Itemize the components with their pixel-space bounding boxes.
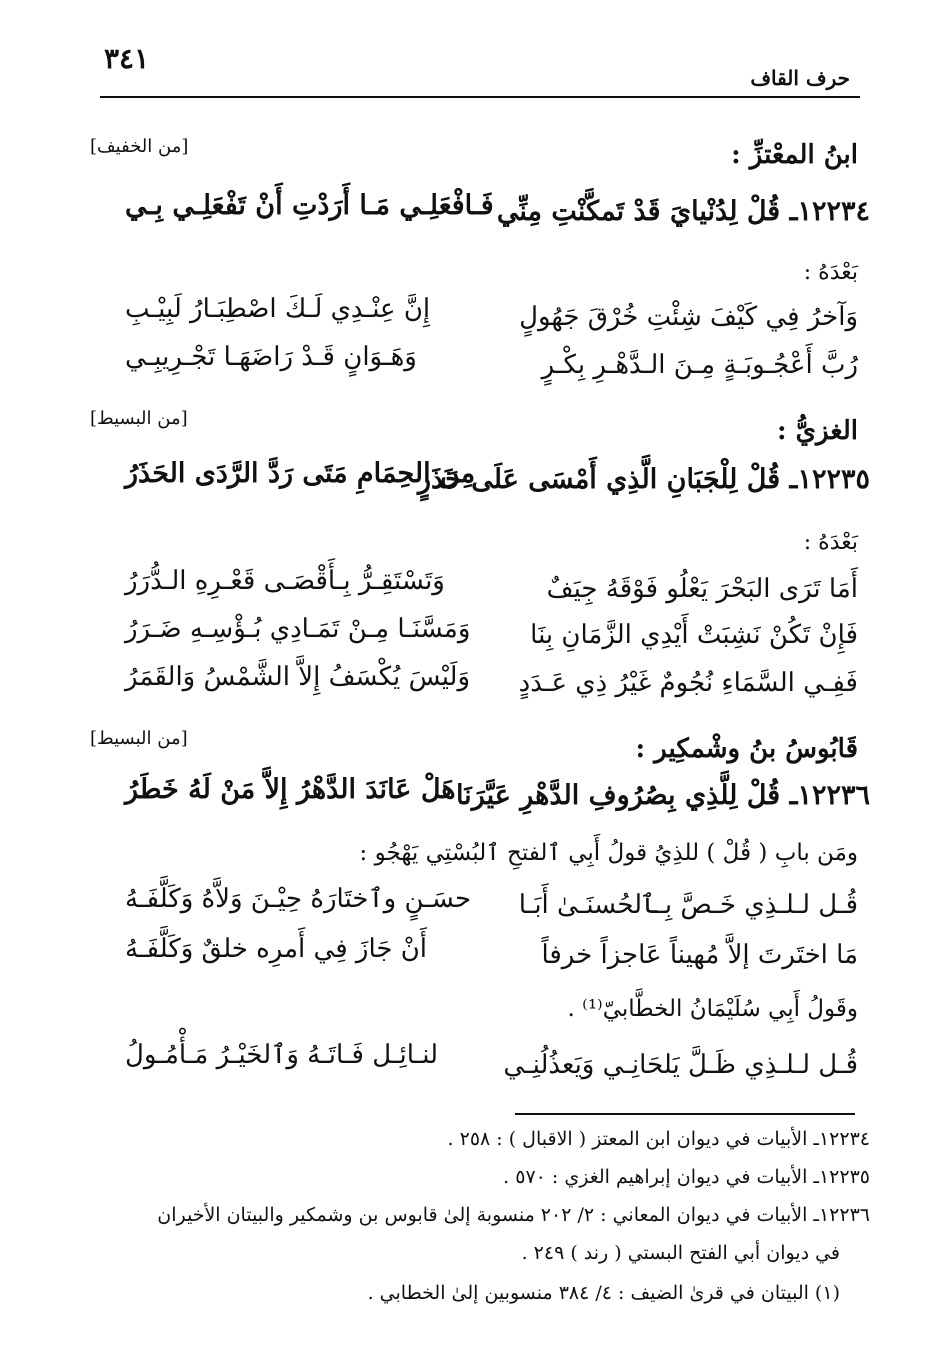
- verse-second-hemistich: وَتَسْتَقِـرُّ بِـأَقْصَـى قَعْـرِهِ الـدُّرَرُ: [125, 566, 445, 596]
- verse-second-hemistich: وَلَيْسَ يُكْسَفُ إِلاَّ الشَّمْسُ وَالقَمَرُ: [125, 662, 471, 692]
- verse-first-hemistich: قُـل لـلـذِي ظَـلَّ يَلحَانِـي وَيَعذُلُنِـي: [503, 1050, 858, 1080]
- verse-first-hemistich: قُـل لـلـذِي خَـصَّ بِـٱلحُسنَـىٰ أَبَـا: [518, 890, 858, 920]
- verse-second-hemistich: هَلْ عَانَدَ الدَّهْرُ إِلاَّ مَنْ لَهُ خَطَرُ: [125, 774, 456, 805]
- verse-first-hemistich: وَآخرُ فِي كَيْفَ شِئْتِ خُرْقَ جَهُولٍ: [519, 302, 858, 332]
- meter-label: [من البسيط]: [90, 728, 188, 749]
- header-rule: [100, 96, 860, 98]
- meter-label: [من الخفيف]: [90, 136, 189, 157]
- verse-second-hemistich: مِنَ الحِمَامِ مَتَى رَدَّ الرَّدَى الحَذَرُ: [125, 458, 476, 489]
- page-number: ٣٤١: [104, 42, 150, 75]
- prose-line: وقَولُ أَبِي سُلَيْمَانُ الخطَّابيّ⁽¹⁾ .: [567, 996, 858, 1022]
- after-label: بَعْدَهُ :: [803, 260, 858, 285]
- verse-first-hemistich: ١٢٢٣٤ـ قُلْ لِدُنْيايَ قَدْ تَمكَّنْتِ مِنِّي: [496, 196, 870, 227]
- after-label: بَعْدَهُ :: [803, 530, 858, 555]
- verse-first-hemistich: ١٢٢٣٥ـ قُلْ لِلْجَبَانِ الَّذِي أَمْسَى عَلَى حَذَرٍ: [417, 464, 870, 495]
- verse-first-hemistich: أَمَا تَرَى البَحْرَ يَعْلُو فَوْقَهُ جِيَفٌ: [546, 574, 858, 604]
- verse-first-hemistich: مَا اختَرتَ إلاَّ مُهيناً عَاجزاً خرفاً: [541, 940, 858, 970]
- section-author: قَابُوسُ بنُ وشْمكِير :: [635, 734, 858, 764]
- prose-line: ومَن بابِ ( قُلْ ) للذِيُ قولُ أَبِي ٱلفتحِ ٱلبُسْتِي يَهْجُو :: [359, 840, 858, 866]
- verse-second-hemistich: أَنْ جَازَ فِي أَمرِه خلقٌ وَكَلَّفَـهُ: [125, 934, 428, 964]
- footnote-continuation: في ديوان أبي الفتح البستي ( رند ) ٢٤٩ .: [521, 1242, 840, 1264]
- verse-second-hemistich: حسَـنٍ وٱختَارَهُ حِيْـنَ وَلاَّهُ وَكَلَّفَـهُ: [125, 884, 472, 914]
- verse-second-hemistich: وَهَـوَانٍ قَـدْ رَاضَهَـا تَجْـرِيبِـي: [125, 342, 417, 372]
- footnote: (١) البيتان في قرىٰ الضيف : ٤/ ٣٨٤ منسوبين إلىٰ الخطابي .: [367, 1282, 840, 1304]
- verse-second-hemistich: إِنَّ عِنْـدِي لَـكَ اصْطِبَـارُ لَبِيْـبِ: [125, 294, 431, 324]
- verse-second-hemistich: فَـافْعَلِـي مَـا أَرَدْتِ أَنْ تَفْعَلِـي بِـي: [125, 190, 494, 221]
- verse-second-hemistich: لنـائِـل فَـاتَـهُ وَٱلخَيْـرُ مَـأْمُـولُ: [125, 1040, 439, 1070]
- verse-first-hemistich: فَفِـي السَّمَاءِ نُجُومٌ غَيْرُ ذِي عَـدَدٍ: [518, 668, 858, 698]
- section-author: الغزيُّ :: [776, 416, 858, 446]
- meter-label: [من البسيط]: [90, 408, 188, 429]
- section-author: ابنُ المعْتزِّ :: [731, 140, 858, 170]
- footnote: ١٢٢٣٦ـ الأبيات في ديوان المعاني : ٢/ ٢٠٢ منسوبة إلىٰ قابوس بن وشمكير والبيتان الأخيران: [157, 1204, 870, 1226]
- verse-second-hemistich: وَمَسَّنَـا مِـنْ تَمَـادِي بُـؤْسِـهِ ضَـرَرُ: [125, 614, 471, 644]
- chapter-title: حرف القاف: [750, 66, 850, 90]
- verse-first-hemistich: فَإِنْ تَكُنْ نَشِبَتْ أَيْدِي الزَّمَانِ بِنَا: [530, 620, 858, 650]
- footnote: ١٢٢٣٥ـ الأبيات في ديوان إبراهيم الغزي : ٥٧٠ .: [503, 1166, 870, 1188]
- verse-first-hemistich: ١٢٢٣٦ـ قُلْ لِلَّذِي بِصُرُوفِ الدَّهْرِ عَيَّرَنَا: [455, 780, 870, 811]
- verse-first-hemistich: رُبَّ أَعْجُـوبَـةٍ مِـنَ الـدَّهْـرِ بِكْـرٍ: [541, 350, 858, 380]
- footnote-rule: [515, 1113, 855, 1115]
- footnote: ١٢٢٣٤ـ الأبيات في ديوان ابن المعتز ( الاقبال ) : ٢٥٨ .: [447, 1128, 870, 1150]
